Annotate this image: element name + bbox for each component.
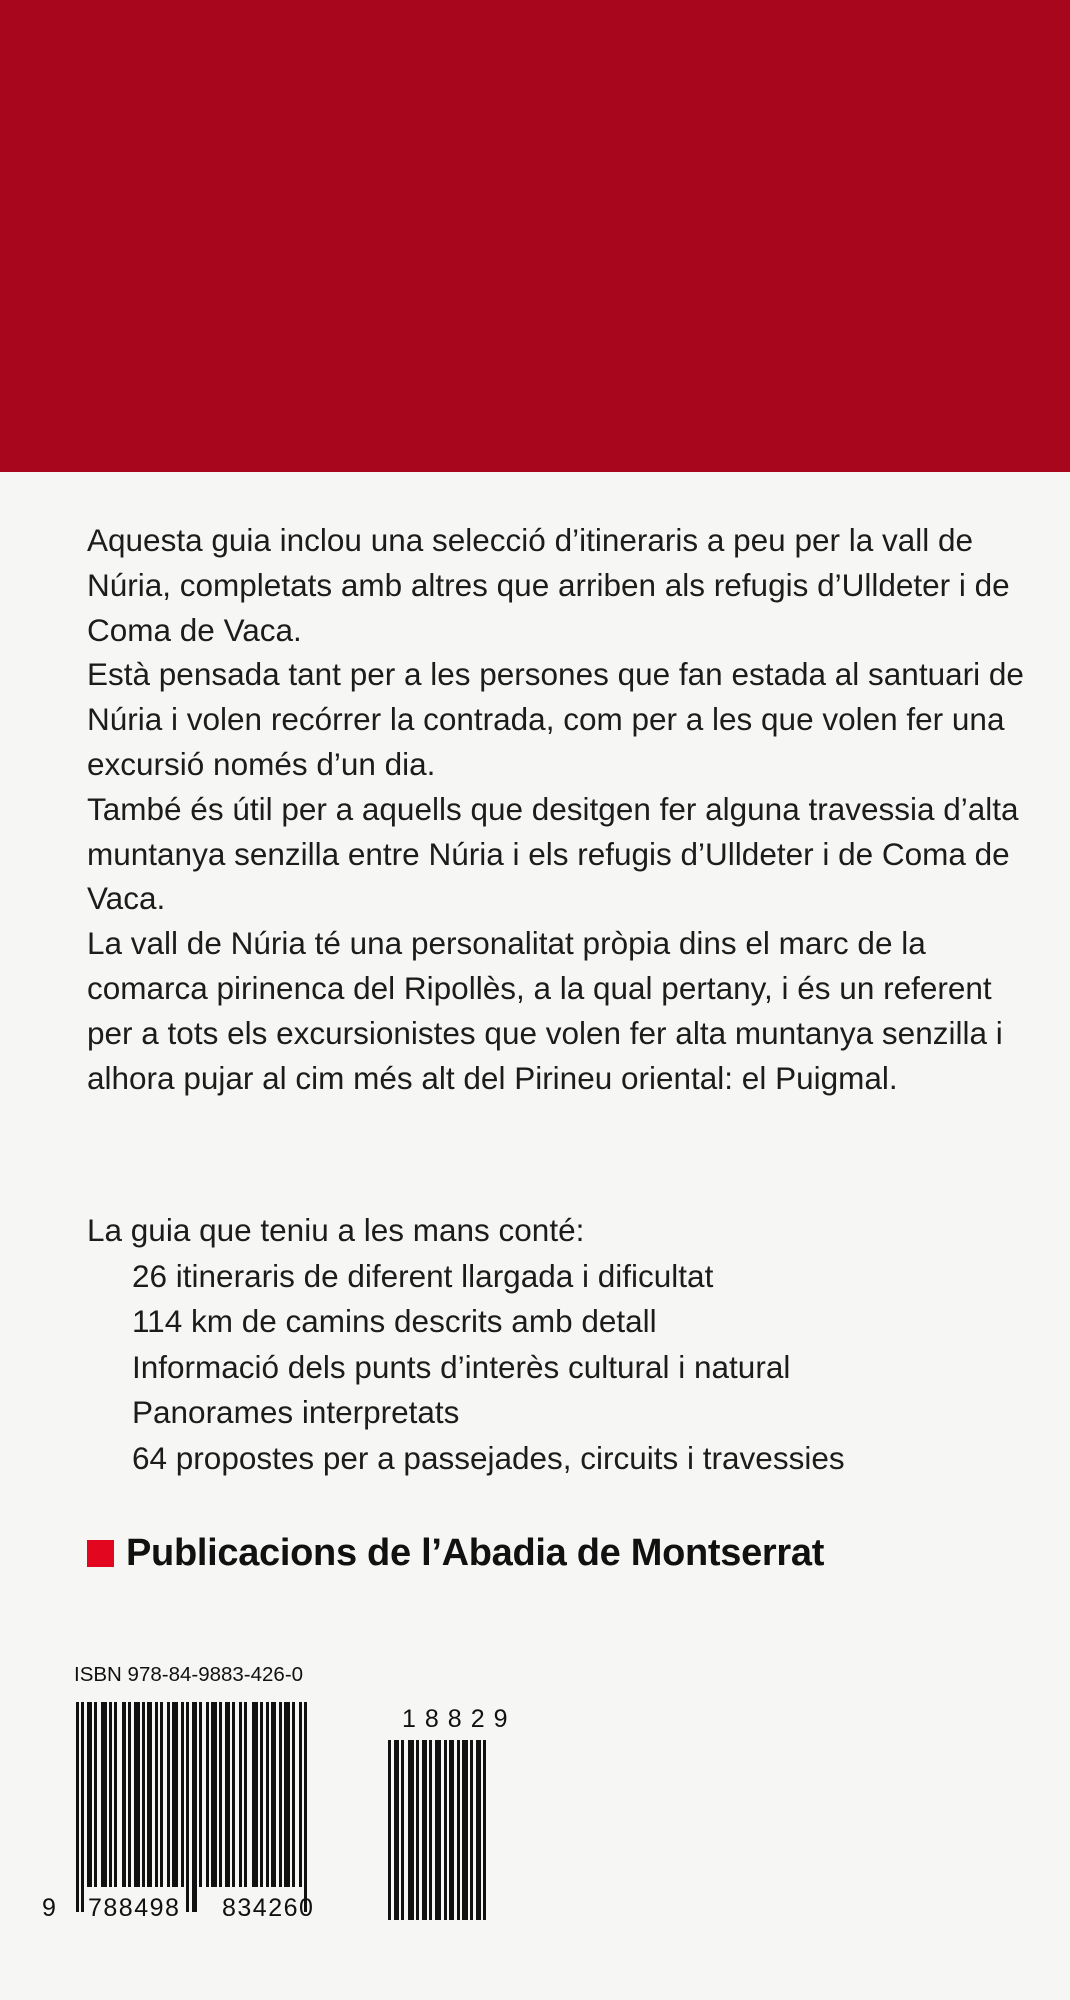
barcode-bar: [211, 1702, 217, 1887]
contents-list: [87, 1254, 1027, 1482]
blurb-paragraph: Aquesta guia inclou una selecció d’itineraris a peu per la vall de Núria, completats amb altres que arriben als refugis d’Ulldeter i de Coma de Vaca.: [87, 522, 1010, 648]
barcode-bar: [134, 1702, 140, 1887]
blurb-paragraph: També és útil per a aquells que desitgen fer alguna travessia d’alta muntanya senzilla entre Núria i els refugis d’Ulldeter i de Coma de Vaca.: [87, 790, 1019, 917]
barcode-bar: [76, 1702, 79, 1912]
contents-item: 26 itineraris de diferent llargada i dificultat: [132, 1257, 714, 1294]
back-cover-blurb: [87, 518, 1027, 1100]
barcode-bar: [114, 1702, 117, 1887]
barcode-bar: [388, 1740, 391, 1920]
barcode-bar: [422, 1740, 427, 1920]
barcode-bar: [109, 1702, 112, 1887]
barcode-bar: [239, 1702, 242, 1887]
barcode-bar: [219, 1702, 222, 1887]
contents-item: Informació dels punts d’interès cultural i natural: [132, 1348, 791, 1385]
barcode-bar: [292, 1702, 295, 1887]
barcode-first-digit: 9: [42, 1894, 56, 1922]
barcode-bar: [483, 1740, 486, 1920]
barcode-bar: [101, 1702, 107, 1887]
barcode-bar: [192, 1702, 197, 1912]
barcode-bar: [284, 1702, 290, 1887]
barcode-bar: [394, 1740, 399, 1920]
barcode-bar: [462, 1740, 468, 1920]
barcode-bar: [266, 1702, 269, 1887]
barcode-bar: [444, 1740, 447, 1920]
barcode-left-digits: 788498: [88, 1894, 181, 1922]
barcode-bar: [142, 1702, 145, 1887]
barcode-bar: [470, 1740, 473, 1920]
barcode-bar: [416, 1740, 419, 1920]
barcode-bar: [155, 1702, 158, 1887]
barcode-bar: [435, 1740, 441, 1920]
addon-barcode: [386, 1740, 528, 1920]
barcode-bar: [401, 1740, 404, 1920]
ean-barcode: [74, 1702, 360, 1912]
isbn-text: ISBN 978-84-9883-426-0: [74, 1663, 304, 1686]
barcode-bar: [244, 1702, 247, 1887]
barcode-bar: [147, 1702, 152, 1887]
barcode-bar: [122, 1702, 126, 1887]
barcode-bar: [81, 1702, 84, 1912]
publisher-name: Publicacions de l’Abadia de Montserrat: [126, 1532, 825, 1574]
barcode-right-digits: 834260: [222, 1894, 315, 1922]
contents-intro: La guia que teniu a les mans conté:: [87, 1212, 585, 1248]
barcode-bar: [87, 1702, 92, 1887]
barcode-bar: [271, 1702, 276, 1887]
barcode-bar: [232, 1702, 235, 1887]
barcode-bar: [429, 1740, 432, 1920]
contents-item: Panorames interpretats: [132, 1394, 460, 1431]
barcode-bar: [94, 1702, 97, 1887]
publisher-square-icon: [87, 1540, 114, 1567]
barcode-addon-digits: 18829: [402, 1705, 517, 1733]
barcode-bar: [299, 1702, 302, 1887]
barcode-bar: [304, 1702, 307, 1912]
cover-top-band: [0, 0, 1070, 472]
contents-item: 114 km de camins descrits amb detall: [132, 1303, 657, 1340]
barcode-bar: [260, 1702, 263, 1887]
contents-item: 64 propostes per a passejades, circuits i travessies: [132, 1439, 845, 1476]
barcode-bar: [186, 1702, 189, 1912]
blurb-paragraph: La vall de Núria té una personalitat pròpia dins el marc de la comarca pirinenca del Ripollès, a la qual pertany, i és un referent per a tots els excursionistes que volen fer alta muntanya senzilla i alhora pujar al cim més alt del Pirineu oriental: el Puigmal.: [87, 925, 1003, 1096]
blurb-paragraph: Està pensada tant per a les persones que fan estada al santuari de Núria i volen recórrer la contrada, com per a les que volen fer una excursió només d’un dia.: [87, 656, 1024, 782]
barcode-bar: [206, 1702, 209, 1887]
barcode-bar: [181, 1702, 184, 1887]
barcode-bar: [128, 1702, 131, 1887]
barcode-bar: [225, 1702, 230, 1887]
barcode-bar: [449, 1740, 454, 1920]
barcode-bar: [172, 1702, 178, 1887]
barcode-bar: [167, 1702, 170, 1887]
guide-contents: [87, 1208, 1027, 1482]
barcode-bar: [408, 1740, 414, 1920]
publisher-line: [87, 1532, 824, 1575]
barcode-bar: [279, 1702, 282, 1887]
barcode-bar: [160, 1702, 163, 1887]
barcode-bar: [199, 1702, 202, 1887]
barcode-bar: [457, 1740, 460, 1920]
barcode-bar: [476, 1740, 481, 1920]
barcode-bar: [252, 1702, 258, 1887]
